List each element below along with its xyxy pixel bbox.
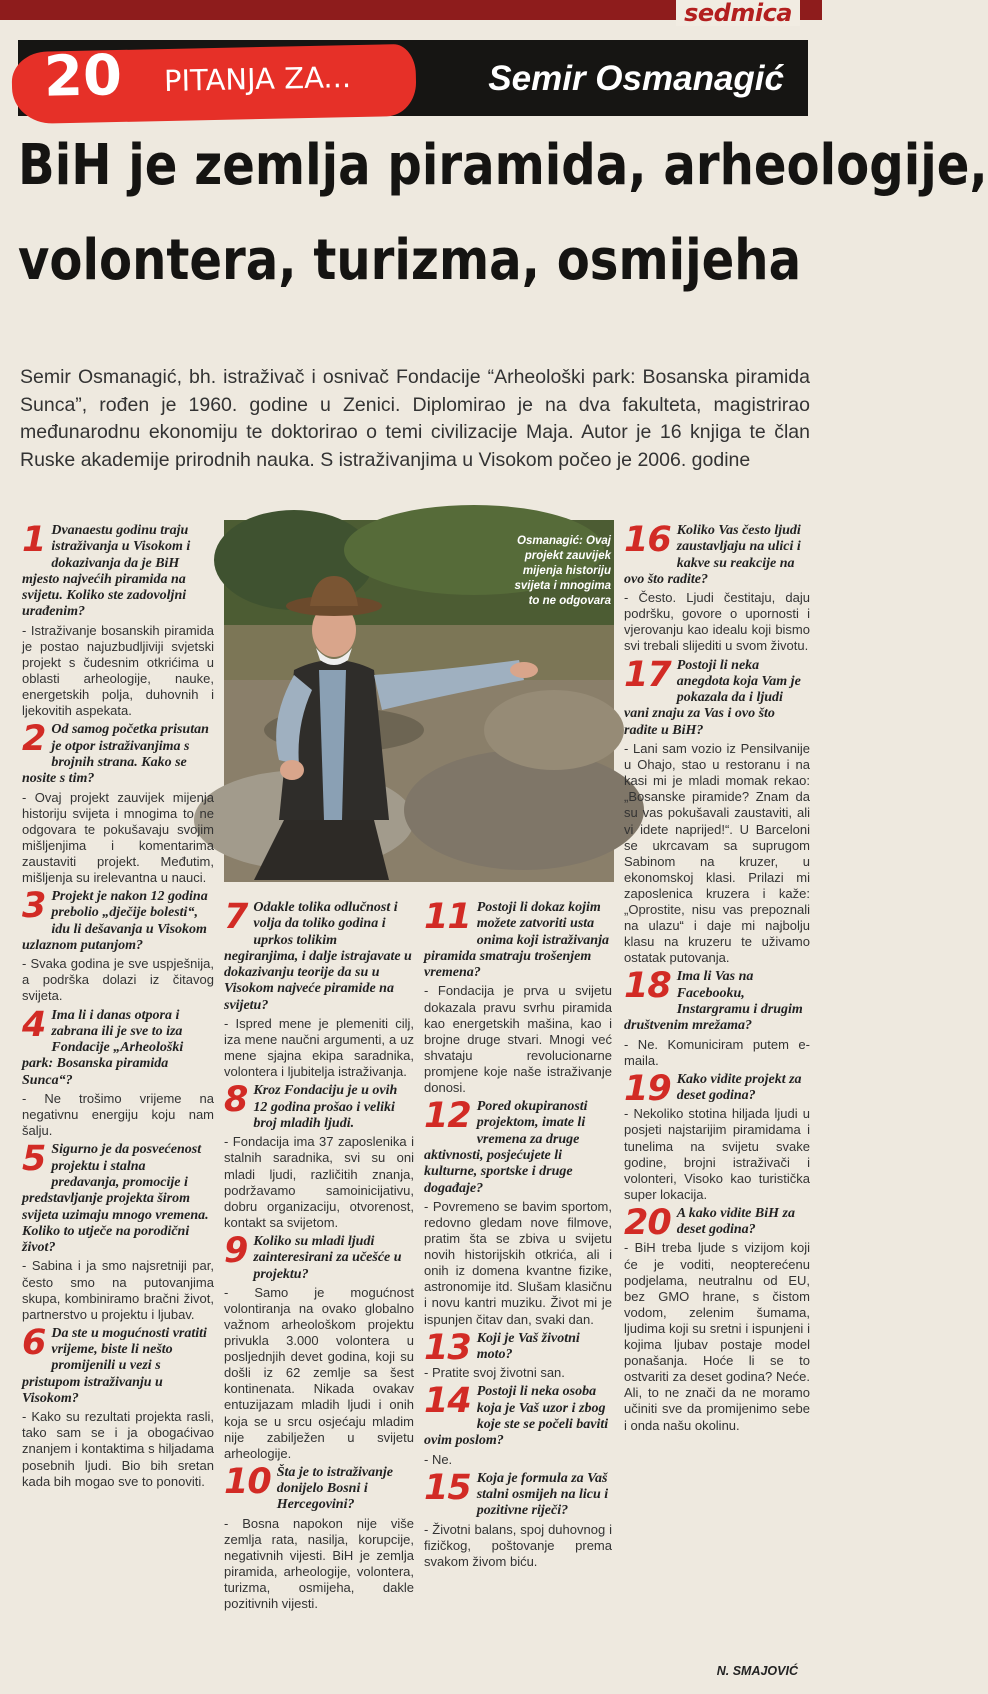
question-number: 5 (22, 1139, 46, 1180)
question-number: 13 (424, 1327, 471, 1368)
answer: - Fondacija ima 37 zaposlenika i stalnih saradnika, svi su oni mladi ljudi, različitih znanja, podržavamo samoinicijativu, dobru organizaciju, otvorenost, kontakt sa svijetom. (224, 1134, 414, 1230)
question: 8 Kroz Fondaciju je u ovih 12 godina prošao i veliki broj mladih ljudi. (224, 1080, 398, 1132)
question: 6 Da ste u mogućnosti vratiti vrijeme, biste li nešto promijenili u vezi s pristupom istraživanju u Visokom? (22, 1322, 207, 1406)
answer: - Često. Ljudi čestitaju, daju podršku, govore o upornosti i vjerovanju kao idealu koji bismo svi trebali slijediti u svom životu. (624, 590, 810, 654)
question-number: 10 (224, 1461, 271, 1502)
qa-item (22, 886, 214, 1004)
question: 12 Pored okupiranosti projektom, imate li vremena za druge aktivnosti, posjećujete li kulturne, sportske i druge događaje? (424, 1096, 588, 1196)
question: 17 Postoji li neka anegdota koja Vam je pokazala da i ljudi vani znaju za Vas i ovo što radite u BiH? (624, 654, 801, 738)
section-label: sedmica (676, 0, 800, 26)
question: 18 Ima li Vas na Facebooku, Instargramu i drugim društvenim mrežama? (624, 966, 803, 1034)
question-number: 6 (22, 1322, 46, 1363)
answer: - Ne. Komuniciram putem e-maila. (624, 1036, 810, 1068)
answer: - Svaka godina je sve uspješnija, a podrška dolazi iz čitavog svijeta. (22, 956, 214, 1004)
column-4 (624, 520, 810, 1437)
qa-item (224, 1461, 414, 1612)
qa-item (624, 1202, 810, 1434)
answer: - Samo je mogućnost volontiranja na ovako globalno važnom arheološkom projektu privukla 3.000 volontera u posljednjih devet godina, koji su došli iz 62 zemlje sa šest kontinenata. Nikada ovakav entuzijazam mladih ljudi i onih koja se u srcu osjećaju mladim nije zabilježen u svijetu arheologije. (224, 1284, 414, 1461)
question-number: 18 (624, 966, 671, 1007)
question-number: 4 (22, 1004, 46, 1045)
question-number: 2 (22, 719, 46, 760)
answer: - Bosna napokon nije više zemlja rata, nasilja, korupcije, negativnih vijesti. BiH je zemlja piramida, arheologije, volontera, turizma, osmijeha, dakle pozitivnih vijesti. (224, 1515, 414, 1612)
answer: - Fondacija je prva u svijetu dokazala pravu svrhu piramida kao energetskih mašina, kao i brojne druge stvari. Mnogi već shvataju revolucionarne promjene koje naše istraživanje donosi. (424, 983, 612, 1096)
question-number: 20 (624, 1202, 671, 1243)
answer: - Ne. (424, 1451, 453, 1467)
answer: - Ispred mene je plemeniti cilj, iza mene naučni argumenti, a uz mene sjajna ekipa saradnika, volontera i ljubitelja istraživanja. (224, 1016, 414, 1080)
qa-item (224, 1230, 414, 1462)
question-number: 7 (224, 897, 248, 937)
question: 13 Koji je Vaš životni moto? (424, 1327, 580, 1368)
question: 7 Odakle tolika odlučnost i volja da toliko godina i uprkos tolikim negiranjima, i dalje istrajavate u dokazivanju teorije da su u Visokom najveće piramide na svijetu? (224, 897, 412, 1013)
qa-item (424, 1467, 612, 1570)
qa-item (224, 897, 414, 1080)
intro-paragraph: Semir Osmanagić, bh. istraživač i osnivač Fondacije “Arheološki park: Bosanska piramida Sunca”, rođen je 1960. godine u Zenici. Diplomirao je na dva fakulteta, magistrirao međunarodnu ekonomiju te doktorirao o temi civilizacije Maja. Autor je 16 knjiga te član Ruske akademije prirodnih nauka. S istraživanjima u Visokom počeo je 2006. godine (20, 366, 810, 471)
question: 16 Koliko Vas često ljudi zaustavljaju na ulici i kakve su reakcije na ovo što radite? (624, 520, 801, 587)
question-number: 14 (424, 1381, 471, 1422)
qa-item (424, 1381, 612, 1467)
question: 1 Dvanaestu godinu traju istraživanja u Visokom i dokazivanja da je BiH mjesto najvećih piramida na svijetu. Koliko ste zadovoljni urađenim? (22, 520, 191, 620)
answer: - Sabina i ja smo najsretniji par, često smo na putovanjima skupa, kombiniramo bračni život, partnerstvo u projektu i ljubav. (22, 1258, 214, 1322)
question-number: 16 (624, 520, 671, 560)
question: 11 Postoji li dokaz kojim možete zatvoriti usta onima koji istraživanja piramida smatraju trošenjem vremena? (424, 897, 609, 981)
question-number: 8 (224, 1080, 248, 1121)
question: 10 Šta je to istraživanje donijelo Bosni i Hercegovini? (224, 1461, 394, 1513)
qa-item (22, 520, 214, 719)
byline: N. SMAJOVIĆ (716, 1664, 798, 1678)
qa-item (22, 719, 214, 886)
answer: - BiH treba ljude s vizijom koji će je voditi, neopterećenu podjelama, neutralnu od EU, bez GMO hrane, s čistom vodom, zelenim šumama, ljudima koji su sretni i ispunjeni i kojima ljubav postaje model ponašanja. Hoće li se to ostvariti za deset godina? Neće. Ali, to ne znači da ne moramo učiniti sve da promijenimo sebe i onda našu okolinu. (624, 1240, 810, 1433)
column-3 (424, 897, 612, 1573)
question: 19 Kako vidite projekt za deset godina? (624, 1068, 802, 1109)
qa-item (22, 1139, 214, 1322)
photo-caption: Osmanagić: Ovaj projekt zauvijek mijenja historiju svijeta i mnogima to ne odgovara (514, 535, 611, 607)
qa-item (624, 654, 810, 967)
question: 3 Projekt je nakon 12 godina prebolio „dječije bolesti“, idu li dešavanja u Visokom uzlaznom putanjom? (22, 886, 208, 953)
qa-item (624, 1068, 810, 1203)
answer: - Kako su rezultati projekta rasli, tako sam se i ja obogaćivao znanjem i kontaktima s hiljadama posebnih ljudi. Bio bih sretan kada bih mogao sve to ponoviti. (22, 1409, 214, 1489)
qa-item (424, 1327, 612, 1382)
answer: - Lani sam vozio iz Pensilvanije u Ohajo, stao u restoranu i na kasi mi je mladi momak rekao: „Bosanske piramide? Znam da su vas pokušavali zaustaviti, ali vi idete naprijed!“. U Barceloni se ukrcavam sa suprugom Sabinom na kruzer, u ekonomskoj klasi. Prilazi mi zaposlenica kruzera i kaže: „Oprostite, nisu vas prepoznali na ulazu“ i daje mi najbolju klasu na kruzeru te uživamo ostatak putovanja. (624, 741, 810, 966)
answer: - Istraživanje bosanskih piramida je postao najuzbudljiviji svjetski projekt s čudesnim otkrićima u oblasti arheologije, nauke, energetskih polja, duhovnih i ljekovitih aspekata. (22, 622, 214, 719)
question-number: 9 (224, 1230, 248, 1271)
question: 15 Koja je formula za Vaš stalni osmijeh na licu i pozitivne riječi? (424, 1467, 609, 1519)
question: 5 Sigurno je da posvećenost projektu i stalna predavanja, promocije i predstavljanje projekta širom svijeta uzimaju mnogo vremena. Koliko to utječe na porodični život? (22, 1139, 209, 1256)
question: 4 Ima li i danas otpora i zabrana ili je sve to iza Fondacije „Arheološki park: Bosanska piramida Sunca“? (22, 1004, 184, 1088)
qa-item (22, 1004, 214, 1140)
answer: - Pratite svoj životni san. (424, 1365, 565, 1381)
interviewee-name: Semir Osmanagić (488, 59, 784, 98)
question: 20 A kako vidite BiH za deset godina? (624, 1202, 795, 1243)
answer: - Povremeno se bavim sportom, redovno gledam nove filmove, pratim šta se zbiva u svijetu novih historijskih otkrića, ali i onih iz domena kvantne fizike, astronomije itd. Slušam klasičnu i novu kantri muziku. Život mi je ispunjen čitav dan, svaki dan. (424, 1198, 612, 1327)
question-number: 17 (624, 654, 671, 695)
series-label: PITANJA ZA... (163, 60, 352, 98)
qa-item (424, 1096, 612, 1328)
question: 2 Od samog početka prisutan je otpor istraživanjima s brojnih strana. Kako se nosite s tim? (22, 719, 209, 787)
qa-item (624, 966, 810, 1068)
question: 14 Postoji li neka osoba koja je Vaš uzor i zbog koje ste se počeli baviti ovim poslom? (424, 1381, 609, 1449)
question-number: 1 (22, 520, 46, 560)
answer: - Nekoliko stotina hiljada ljudi u posjeti najstarijim piramidama i tunelima na svijetu svake godine, brojni istraživači i volonteri, Visoko kao turistička super lokacija. (624, 1106, 810, 1202)
column-1 (22, 520, 214, 1493)
headline-line-2: volontera, turizma, osmijeha (18, 228, 802, 293)
question-number: 11 (424, 897, 471, 937)
qa-item (224, 1080, 414, 1230)
question-number: 12 (424, 1096, 471, 1137)
qa-item (22, 1322, 214, 1490)
qa-item (624, 520, 810, 655)
series-number: 20 (43, 43, 123, 110)
answer: - Životni balans, spoj duhovnog i fizičkog, poštovanje prema svakom živom biću. (424, 1521, 612, 1569)
headline (18, 118, 988, 308)
column-2 (224, 897, 414, 1615)
question-number: 19 (624, 1068, 671, 1109)
question-number: 3 (22, 886, 46, 927)
question-number: 15 (424, 1467, 471, 1508)
answer: - Ne trošimo vrijeme na negativnu energiju koju nam šalju. (22, 1091, 214, 1139)
headline-line-1: BiH je zemlja piramida, arheologije, (18, 133, 988, 198)
answer: - Ovaj projekt zauvijek mijenja historiju svijeta i mnogima to ne odgovara te pokušavaju svojim mišljenjima i komentarima zaustaviti projekt. Međutim, mišljenja su irelevantna u nauci. (22, 789, 214, 885)
qa-item (424, 897, 612, 1096)
question: 9 Koliko su mladi ljudi zainteresirani za učešće u projektu? (224, 1230, 402, 1282)
